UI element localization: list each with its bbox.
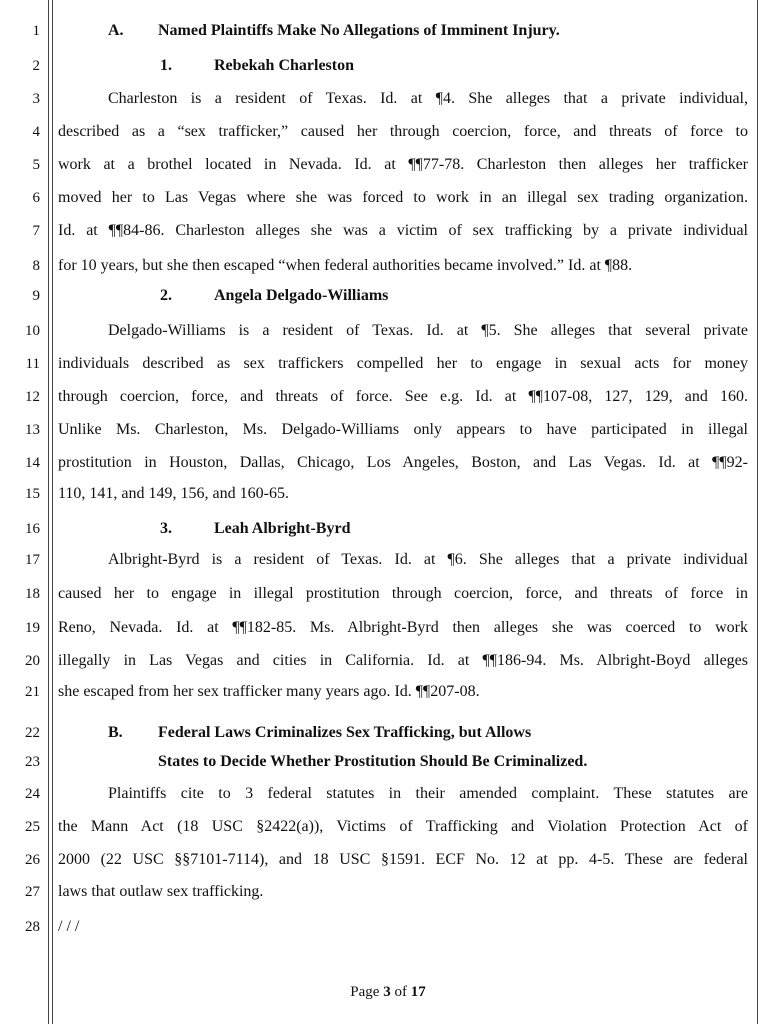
text-line: individuals described as sex traffickers compelled her to engage in sexual acts for money [58,355,748,372]
text-line: 110, 141, and 149, 156, and 160-65. [58,485,289,502]
line-number: 16 [25,521,40,537]
heading-text: Leah Albright-Byrd [214,520,351,537]
line-number: 20 [25,653,40,669]
text-line: / / / [58,918,80,935]
heading-text: Rebekah Charleston [214,57,355,74]
line-number: 18 [25,586,40,602]
page-footer [0,984,776,1001]
heading-text: Federal Laws Criminalizes Sex Trafficking, but Allows [158,724,532,741]
text-line: States to Decide Whether Prostitution Should Be Criminalized. [158,753,588,770]
text-line: Albright-Byrd is a resident of Texas. Id. at ¶6. She alleges that a private individual [108,551,748,568]
line-number: 1 [32,23,40,39]
line-number: 9 [32,288,40,304]
margin-rule-left-outer [48,0,49,1024]
text-line: moved her to Las Vegas where she was forced to work in an illegal sex trading organization. [58,189,748,206]
line-number: 7 [32,223,40,239]
margin-rule-left-inner [52,0,53,1024]
margin-rule-right [757,0,758,1024]
line-number: 11 [25,356,40,372]
line-number: 6 [32,190,40,206]
text-line: prostitution in Houston, Dallas, Chicago, Los Angeles, Boston, and Las Vegas. Id. at ¶¶92- [58,454,748,471]
text-line: she escaped from her sex trafficker many years ago. Id. ¶¶207-08. [58,683,480,700]
text-line [58,519,748,539]
line-number: 26 [25,852,40,868]
text-line [58,723,748,743]
text-line [58,56,748,76]
line-number: 23 [25,754,40,770]
line-number: 15 [25,486,40,502]
text-line: the Mann Act (18 USC §2422(a)), Victims of Trafficking and Violation Protection Act of [58,818,748,835]
footer-current-page: 3 [383,984,391,1000]
text-line: Charleston is a resident of Texas. Id. at ¶4. She alleges that a private individual, [108,90,748,107]
line-number: 10 [25,323,40,339]
text-line: laws that outlaw sex trafficking. [58,883,264,900]
footer-of: of [390,984,411,1000]
heading-number: B. [108,724,123,741]
heading-number: A. [108,22,124,39]
text-line: caused her to engage in illegal prostitution through coercion, force, and threats of force in [58,585,748,602]
line-number: 17 [25,552,40,568]
line-number: 2 [32,58,40,74]
heading-number: 1. [160,57,172,74]
footer-total-pages: 17 [410,984,426,1000]
line-number: 14 [25,455,40,471]
line-number: 3 [32,91,40,107]
text-line: Reno, Nevada. Id. at ¶¶182-85. Ms. Albright-Byrd then alleges she was coerced to work [58,619,748,636]
line-number: 5 [32,157,40,173]
text-line: Unlike Ms. Charleston, Ms. Delgado-Williams only appears to have participated in illegal [58,421,748,438]
line-number: 19 [25,620,40,636]
text-line: Delgado-Williams is a resident of Texas. Id. at ¶5. She alleges that several private [108,322,748,339]
line-number: 12 [25,389,40,405]
text-line: through coercion, force, and threats of force. See e.g. Id. at ¶¶107-08, 127, 129, and 160. [58,388,748,405]
text-line: Id. at ¶¶84-86. Charleston alleges she was a victim of sex trafficking by a private individual [58,222,748,239]
line-number: 22 [25,725,40,741]
heading-text: Angela Delgado-Williams [214,287,389,304]
heading-text: Named Plaintiffs Make No Allegations of Imminent Injury. [158,22,560,39]
line-number: 27 [25,884,40,900]
line-number: 21 [25,684,40,700]
heading-number: 2. [160,287,172,304]
text-line: described as a “sex trafficker,” caused her through coercion, force, and threats of force to [58,123,748,140]
footer-prefix: Page [350,984,384,1000]
text-line: for 10 years, but she then escaped “when federal authorities became involved.” Id. at ¶88. [58,257,633,274]
text-line: 2000 (22 USC §§7101-7114), and 18 USC §1591. ECF No. 12 at pp. 4-5. These are federal [58,851,748,868]
text-line [58,21,748,41]
line-number: 8 [32,258,40,274]
line-number: 24 [25,786,40,802]
line-number: 13 [25,422,40,438]
text-line: Plaintiffs cite to 3 federal statutes in their amended complaint. These statutes are [108,785,748,802]
line-number: 25 [25,819,40,835]
heading-number: 3. [160,520,172,537]
line-number: 4 [32,124,40,140]
line-number: 28 [25,919,40,935]
text-line: illegally in Las Vegas and cities in California. Id. at ¶¶186-94. Ms. Albright-Boyd alleges [58,652,748,669]
text-line [58,286,748,306]
text-line: work at a brothel located in Nevada. Id. at ¶¶77-78. Charleston then alleges her trafficker [58,156,748,173]
